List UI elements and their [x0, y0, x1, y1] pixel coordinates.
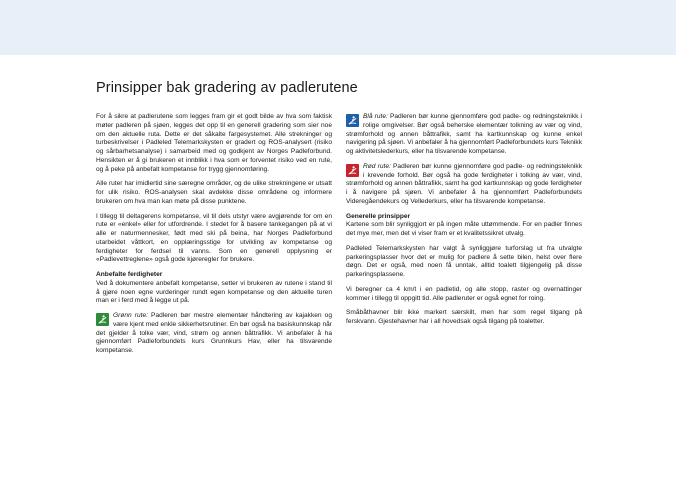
- parking-paragraph: Padleled Telemarkskysten har valgt å synliggjøre turforslag ut fra utvalgte parkeringsplasser hvor det er mulig for padlere å sette bilen, helst over flere døgn. Det er også, med noen få unntak, alltid toalett tilgjengelig på disse parkeringsplassene.: [346, 244, 582, 278]
- ros-paragraph: Alle ruter har imidlertid sine særegne områder, og de ulike strekningene er utsatt for ulik risiko. ROS-analysen skal avdekke disse områdene og informere brukeren om hva man kan møte på disse punktene.: [96, 180, 332, 205]
- blue-route-text: Padleren bør kunne gjennomføre god padle- og redningsteknikk i rolige omgivelser. Bør også beherske elementær tolkning av vær og vind, strømforhold og annen båttrafikk, samt ha kartkunnskap og kunne enkel navigering på sjøen. Vi anbefaler å ha gjennomført Padleforbundets kurs Teknikk og aktivitetslederkurs, eller ha tilsvarende kompetanse.: [346, 113, 583, 155]
- red-route-label: Rød rute:: [363, 162, 391, 170]
- page-title: Prinsipper bak gradering av padlerutene: [96, 80, 358, 96]
- speed-paragraph: Vi beregner ca 4 km/t i en padletid, og alle stopp, raster og overnattinger kommer i tillegg til oppgitt tid. Alle padleruter er også egnet for roing.: [346, 285, 582, 302]
- left-column: [96, 113, 332, 362]
- right-column: [346, 113, 582, 333]
- paddler-blue-icon: [346, 114, 359, 127]
- paddler-red-icon: [346, 164, 359, 177]
- blue-route-label: Blå rute:: [363, 113, 388, 120]
- green-route-label: Grønn rute:: [113, 312, 148, 319]
- green-route-text: Padleren bør mestre elementær håndtering av kajakken og være kjent med enkle sikkerhetsrutiner. En bør også ha basiskunnskap når det gjelder å tolke vær, vind, strøm og annen båttrafikk. Vi anbefaler å ha gjennomført Padleforbundets kurs Grunnkurs Hav, eller ha tilsvarende kompetanse.: [96, 312, 333, 354]
- section-heading-principles: Generelle prinsipper: [346, 212, 411, 220]
- red-route-text: Padleren bør kunne gjennomføre god padle- og redningsteknikk i krevende forhold. Bør også ha gode ferdigheter i tolking av vær, vind, strømforhold og annen båttrafikk, samt ha god kartkunnskap og gode ferdigheter i å navigere på sjøen. Vi anbefaler å ha gjennomført Padleforbundets Videregåendekurs og Vellederkurs, eller ha tilsvarende kompetanse.: [346, 162, 582, 205]
- intro-paragraph: For å sikre at padlerutene som legges fram gir et godt bilde av hva som faktisk møter padleren på sjøen, legges det opp til en generell gradering som sier noe om den aktuelle ruta. Dette er det såkalte fargesystemet. Alle strekninger og turbeskrivelser i Padleled Telemarkskysten er gradert og ROS-analysert (risiko og sårbarhetsanalyse) i samarbeid med og godkjent av Norges Padleforbund. Hensikten er å gi brukeren et innblikk i hva som er forventet risiko ved en rute, og å peke på anbefalt kompetanse for trygg gjennomføring.: [96, 113, 332, 173]
- competence-paragraph: I tillegg til deltagerens kompetanse, vil til dels utstyr være avgjørende for om en rute er «enkel» eller for utfordrende. I stedet for å basere tankegangen på at vi alle er naturmennesker, født med ski på beina, har Norges Padleforbund utarbeidet våttkort, en opplæringsstige for utvikling av kompetanse og ferdigheter for ferdsel til vanns. Som en generell opplysning er «Padlevettreglene» også gode kjøreregler for brukere.: [96, 212, 332, 264]
- top-band: [0, 0, 676, 55]
- blue-route-paragraph: [346, 113, 582, 157]
- harbour-paragraph: Småbåthavner blir ikke markert særskilt, men har som regel tilgang på ferskvann. Gjestehavner har i all hovedsak også tilgang på toaletter.: [346, 309, 582, 325]
- section-heading-skills: Anbefalte ferdigheter: [96, 271, 163, 278]
- maps-paragraph: Kartene som blir synliggjort er på ingen måte uttømmende. For en padler finnes det mye mer, men det vi viser fram er et kvalitetssikret utvalg.: [346, 221, 582, 237]
- green-route-paragraph: [96, 312, 332, 356]
- red-route-paragraph: [346, 163, 582, 207]
- skills-paragraph: Ved å dokumentere anbefalt kompetanse, setter vi brukeren av rutene i stand til å gjøre noen egne vurderinger rundt egen kompetanse og den aktuelle turen man er i ferd med å legge ut på.: [96, 279, 332, 305]
- paddler-green-icon: [96, 313, 109, 326]
